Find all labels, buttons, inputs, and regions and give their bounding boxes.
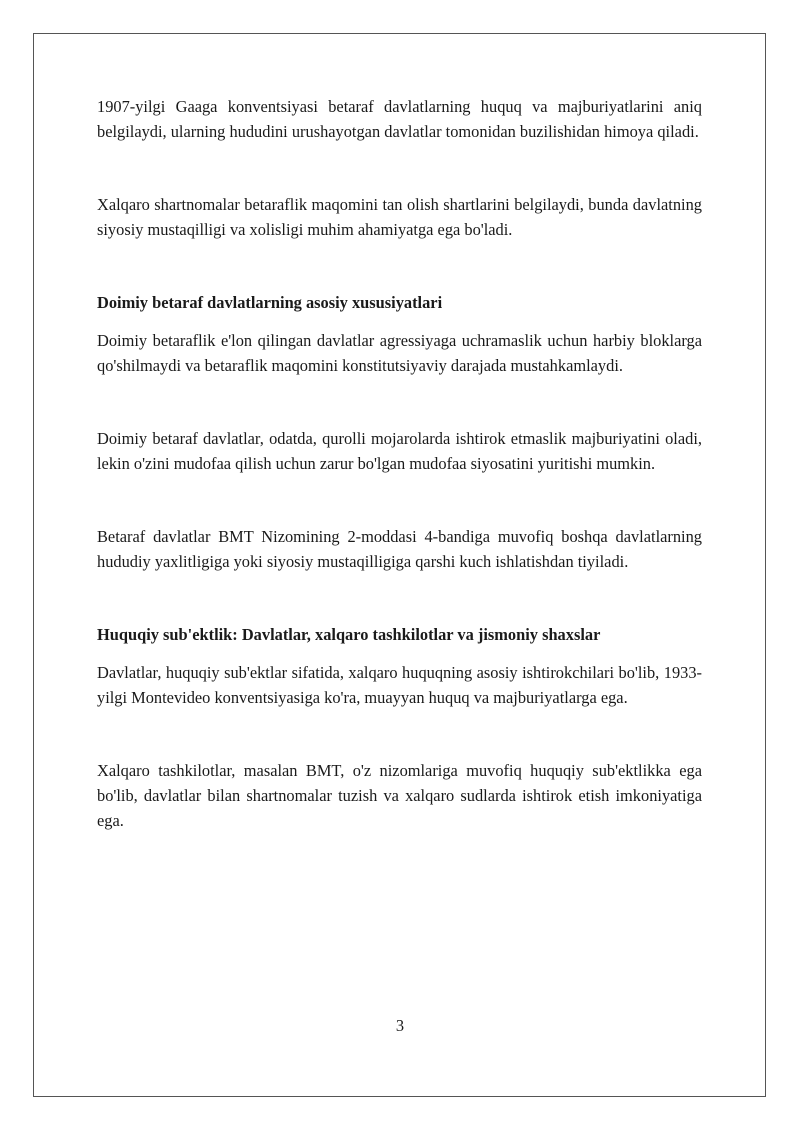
- section-heading: Doimiy betaraf davlatlarning asosiy xususiyatlari: [97, 293, 443, 312]
- document-body: [97, 94, 702, 833]
- paragraph: Betaraf davlatlar BMT Nizomining 2-moddasi 4-bandiga muvofiq boshqa davlatlarning hududiy yaxlitligiga yoki siyosiy mustaqilligiga qarshi kuch ishlatishdan tiyiladi.: [97, 527, 702, 571]
- paragraph: Doimiy betaraflik e'lon qilingan davlatlar agressiyaga uchramaslik uchun harbiy bloklarga qo'shilmaydi va betaraflik maqomini konstitutsiyaviy darajada mustahkamlaydi.: [97, 331, 702, 375]
- paragraph: Xalqaro shartnomalar betaraflik maqomini tan olish shartlarini belgilaydi, bunda davlatning siyosiy mustaqilligi va xolisligi muhim ahamiyatga ega bo'ladi.: [97, 195, 702, 239]
- section-heading: Huquqiy sub'ektlik: Davlatlar, xalqaro tashkilotlar va jismoniy shaxslar: [97, 625, 601, 644]
- paragraph: Doimiy betaraf davlatlar, odatda, qurolli mojarolarda ishtirok etmaslik majburiyatini oladi, lekin o'zini mudofaa qilish uchun zarur bo'lgan mudofaa siyosatini yuritishi mumkin.: [97, 429, 702, 473]
- page-number: 3: [395, 1016, 405, 1035]
- paragraph: Davlatlar, huquqiy sub'ektlar sifatida, xalqaro huquqning asosiy ishtirokchilari bo'lib, 1933-yilgi Montevideo konventsiyasiga ko'ra, muayyan huquq va majburiyatlarga ega.: [97, 663, 702, 707]
- paragraph: Xalqaro tashkilotlar, masalan BMT, o'z nizomlariga muvofiq huquqiy sub'ektlikka ega bo'lib, davlatlar bilan shartnomalar tuzish va xalqaro sudlarda ishtirok etish imkoniyatiga ega.: [97, 761, 702, 830]
- paragraph: 1907-yilgi Gaaga konventsiyasi betaraf davlatlarning huquq va majburiyatlarini aniq belgilaydi, ularning hududini urushayotgan davlatlar tomonidan buzilishidan himoya qiladi.: [97, 97, 702, 141]
